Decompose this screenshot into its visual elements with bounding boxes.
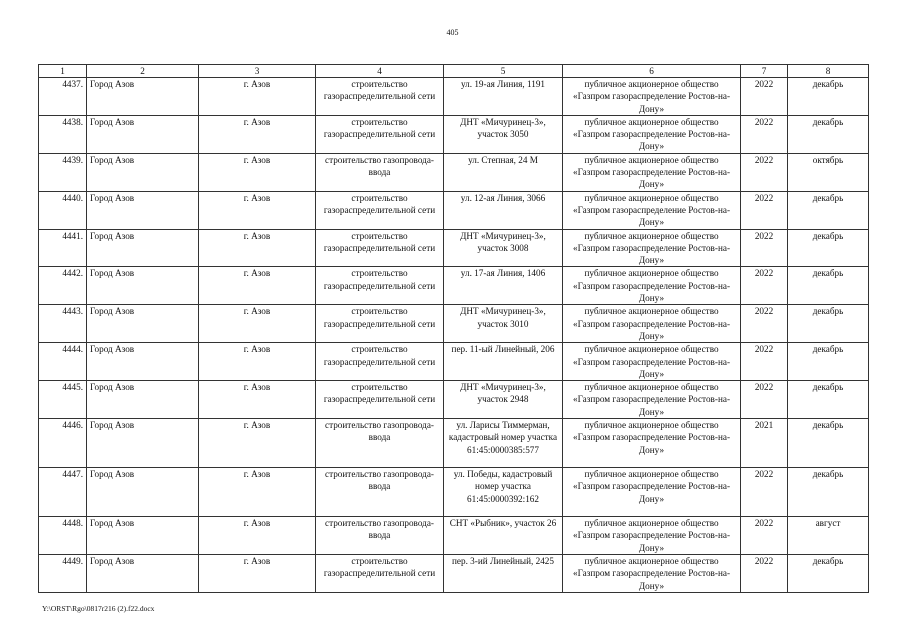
row-number: 4441. (39, 229, 87, 267)
month-cell: декабрь (788, 381, 869, 419)
year-cell: 2022 (741, 153, 788, 191)
row-number: 4442. (39, 267, 87, 305)
month-cell: декабрь (788, 343, 869, 381)
object-cell: строительство газопровода-ввода (316, 468, 444, 517)
settlement-cell: г. Азов (199, 554, 316, 592)
settlement-cell: г. Азов (199, 115, 316, 153)
row-number: 4449. (39, 554, 87, 592)
settlement-cell: г. Азов (199, 419, 316, 468)
district-cell: Город Азов (87, 305, 199, 343)
settlement-cell: г. Азов (199, 381, 316, 419)
footer-file-path: Y:\ORST\Rgo\0817r216 (2).f22.docx (42, 604, 155, 613)
row-number: 4437. (39, 78, 87, 116)
year-cell: 2022 (741, 343, 788, 381)
address-cell: ул. 19-ая Линия, 1191 (444, 78, 563, 116)
column-header: 5 (444, 65, 563, 78)
column-header: 1 (39, 65, 87, 78)
settlement-cell: г. Азов (199, 78, 316, 116)
settlement-cell: г. Азов (199, 468, 316, 517)
object-cell: строительство газораспределительной сети (316, 381, 444, 419)
table-row (39, 78, 869, 116)
month-cell: октябрь (788, 153, 869, 191)
district-cell: Город Азов (87, 78, 199, 116)
year-cell: 2022 (741, 305, 788, 343)
settlement-cell: г. Азов (199, 229, 316, 267)
column-header: 4 (316, 65, 444, 78)
owner-cell: публичное акционерное общество «Газпром газораспределение Ростов-на-Дону» (563, 229, 741, 267)
month-cell: декабрь (788, 554, 869, 592)
address-cell: пер. 3-ий Линейный, 2425 (444, 554, 563, 592)
address-cell: СНТ «Рыбник», участок 26 (444, 517, 563, 555)
district-cell: Город Азов (87, 554, 199, 592)
owner-cell: публичное акционерное общество «Газпром газораспределение Ростов-на-Дону» (563, 191, 741, 229)
settlement-cell: г. Азов (199, 153, 316, 191)
address-cell: ул. Степная, 24 М (444, 153, 563, 191)
table-row (39, 419, 869, 468)
month-cell: декабрь (788, 468, 869, 517)
year-cell: 2022 (741, 381, 788, 419)
table-row (39, 468, 869, 517)
table-row (39, 343, 869, 381)
district-cell: Город Азов (87, 267, 199, 305)
object-cell: строительство газопровода-ввода (316, 153, 444, 191)
address-cell: ДНТ «Мичуринец-3», участок 3008 (444, 229, 563, 267)
district-cell: Город Азов (87, 115, 199, 153)
row-number: 4448. (39, 517, 87, 555)
row-number: 4440. (39, 191, 87, 229)
owner-cell: публичное акционерное общество «Газпром газораспределение Ростов-на-Дону» (563, 554, 741, 592)
row-number: 4443. (39, 305, 87, 343)
district-cell: Город Азов (87, 468, 199, 517)
district-cell: Город Азов (87, 419, 199, 468)
address-cell: ДНТ «Мичуринец-3», участок 3050 (444, 115, 563, 153)
year-cell: 2022 (741, 468, 788, 517)
page-number: 405 (446, 28, 459, 37)
owner-cell: публичное акционерное общество «Газпром газораспределение Ростов-на-Дону» (563, 115, 741, 153)
district-cell: Город Азов (87, 517, 199, 555)
owner-cell: публичное акционерное общество «Газпром газораспределение Ростов-на-Дону» (563, 517, 741, 555)
object-cell: строительство газораспределительной сети (316, 267, 444, 305)
settlement-cell: г. Азов (199, 517, 316, 555)
column-header: 3 (199, 65, 316, 78)
district-cell: Город Азов (87, 381, 199, 419)
table-row (39, 267, 869, 305)
district-cell: Город Азов (87, 153, 199, 191)
table-row (39, 554, 869, 592)
month-cell: декабрь (788, 191, 869, 229)
row-number: 4444. (39, 343, 87, 381)
address-cell: ул. 12-ая Линия, 3066 (444, 191, 563, 229)
district-cell: Город Азов (87, 343, 199, 381)
year-cell: 2022 (741, 191, 788, 229)
owner-cell: публичное акционерное общество «Газпром газораспределение Ростов-на-Дону» (563, 381, 741, 419)
year-cell: 2021 (741, 419, 788, 468)
year-cell: 2022 (741, 267, 788, 305)
owner-cell: публичное акционерное общество «Газпром газораспределение Ростов-на-Дону» (563, 78, 741, 116)
address-cell: ДНТ «Мичуринец-3», участок 3010 (444, 305, 563, 343)
object-cell: строительство газораспределительной сети (316, 78, 444, 116)
table-row (39, 381, 869, 419)
month-cell: август (788, 517, 869, 555)
year-cell: 2022 (741, 554, 788, 592)
row-number: 4439. (39, 153, 87, 191)
address-cell: ДНТ «Мичуринец-3», участок 2948 (444, 381, 563, 419)
owner-cell: публичное акционерное общество «Газпром газораспределение Ростов-на-Дону» (563, 267, 741, 305)
table-row (39, 517, 869, 555)
settlement-cell: г. Азов (199, 305, 316, 343)
column-header: 8 (788, 65, 869, 78)
district-cell: Город Азов (87, 229, 199, 267)
owner-cell: публичное акционерное общество «Газпром газораспределение Ростов-на-Дону» (563, 305, 741, 343)
row-number: 4445. (39, 381, 87, 419)
object-cell: строительство газораспределительной сети (316, 229, 444, 267)
header-row (39, 65, 869, 78)
object-cell: строительство газораспределительной сети (316, 115, 444, 153)
month-cell: декабрь (788, 115, 869, 153)
object-cell: строительство газораспределительной сети (316, 343, 444, 381)
row-number: 4446. (39, 419, 87, 468)
year-cell: 2022 (741, 229, 788, 267)
district-cell: Город Азов (87, 191, 199, 229)
owner-cell: публичное акционерное общество «Газпром газораспределение Ростов-на-Дону» (563, 153, 741, 191)
row-number: 4447. (39, 468, 87, 517)
month-cell: декабрь (788, 267, 869, 305)
month-cell: декабрь (788, 305, 869, 343)
table-row (39, 115, 869, 153)
object-cell: строительство газораспределительной сети (316, 305, 444, 343)
year-cell: 2022 (741, 517, 788, 555)
month-cell: декабрь (788, 78, 869, 116)
table-row (39, 305, 869, 343)
column-header: 7 (741, 65, 788, 78)
column-header: 6 (563, 65, 741, 78)
object-cell: строительство газораспределительной сети (316, 191, 444, 229)
year-cell: 2022 (741, 115, 788, 153)
settlement-cell: г. Азов (199, 343, 316, 381)
owner-cell: публичное акционерное общество «Газпром газораспределение Ростов-на-Дону» (563, 419, 741, 468)
object-cell: строительство газораспределительной сети (316, 554, 444, 592)
settlement-cell: г. Азов (199, 191, 316, 229)
address-cell: пер. 11-ый Линейный, 206 (444, 343, 563, 381)
table-row (39, 191, 869, 229)
year-cell: 2022 (741, 78, 788, 116)
table-body (39, 78, 869, 593)
table-row (39, 229, 869, 267)
address-cell: ул. Ларисы Тиммерман, кадастровый номер участка 61:45:0000385:577 (444, 419, 563, 468)
month-cell: декабрь (788, 419, 869, 468)
table-row (39, 153, 869, 191)
object-cell: строительство газопровода-ввода (316, 517, 444, 555)
row-number: 4438. (39, 115, 87, 153)
object-cell: строительство газопровода-ввода (316, 419, 444, 468)
month-cell: декабрь (788, 229, 869, 267)
owner-cell: публичное акционерное общество «Газпром газораспределение Ростов-на-Дону» (563, 468, 741, 517)
registry-table (38, 64, 869, 593)
address-cell: ул. Победы, кадастровый номер участка 61:45:0000392:162 (444, 468, 563, 517)
address-cell: ул. 17-ая Линия, 1406 (444, 267, 563, 305)
owner-cell: публичное акционерное общество «Газпром газораспределение Ростов-на-Дону» (563, 343, 741, 381)
settlement-cell: г. Азов (199, 267, 316, 305)
column-header: 2 (87, 65, 199, 78)
